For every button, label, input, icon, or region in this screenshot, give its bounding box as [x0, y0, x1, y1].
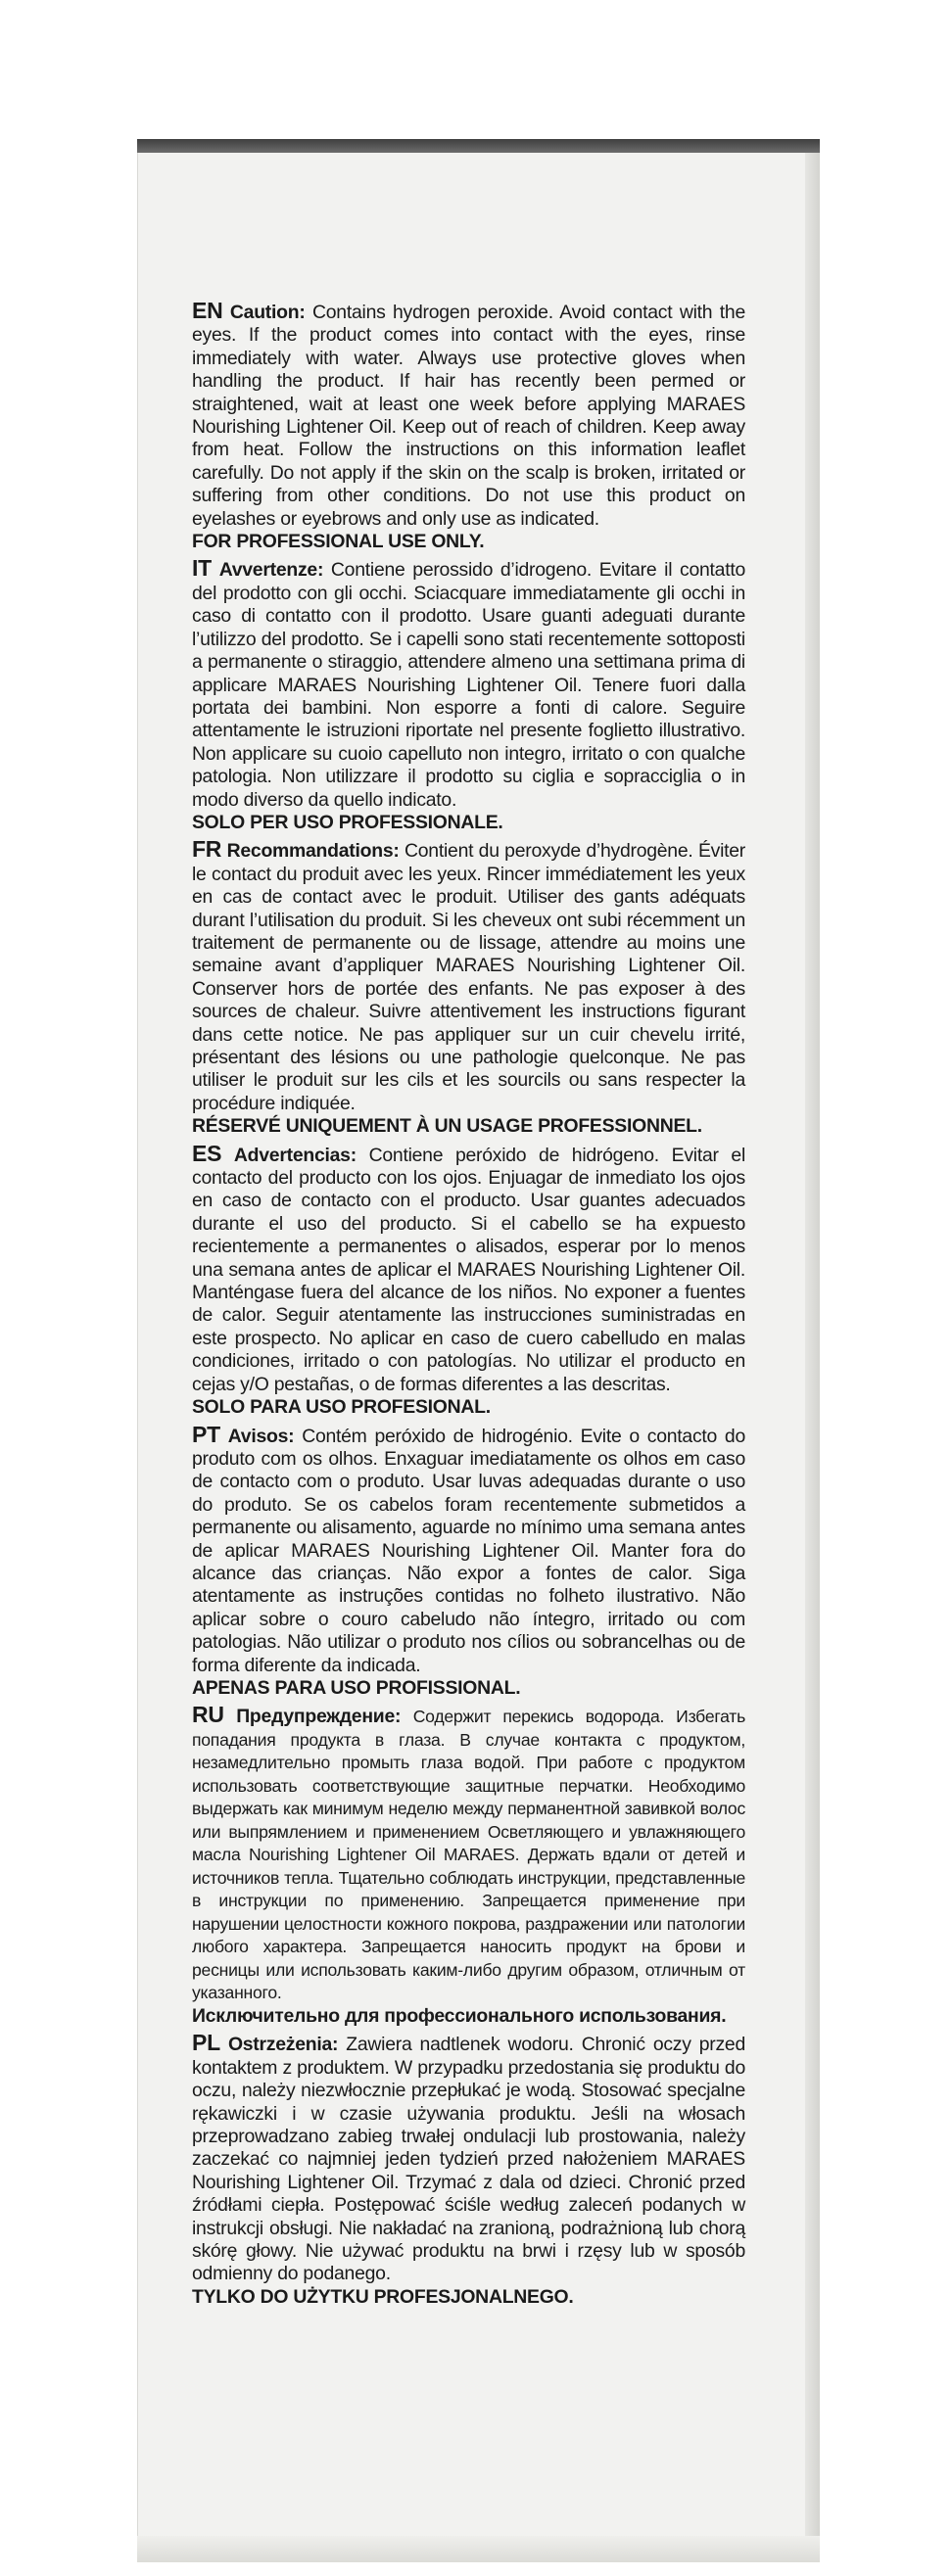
lang-code: ES — [192, 1140, 222, 1166]
section-body: Содержит перекись водорода. Избегать попадания продукта в глаза. В случае контакта с продуктом, незамедлительно промыть глаза водой. При работе с продуктом использовать соответствующие защитные перчатки. Необходимо выдержать как минимум неделю между перманентной завивкой волос или выпрямлением и применением Осветляющего и увлажняющего масла Nourishing Lightener Oil MARAES. Держать вдали от детей и источников тепла. Тщательно соблюдать инструкции, представленные в инструкции по применению. Запрещается применение при нарушении целостности кожного покрова, раздражении или патологии любого характера. Запрещается наносить продукт на брови и ресницы или использовать каким-либо другим образом, отличным от указанного. — [192, 1707, 746, 2003]
section-es — [192, 1140, 746, 1420]
box-side-edge — [805, 153, 820, 2562]
section-it — [192, 557, 745, 834]
warning-text-block — [192, 300, 745, 2313]
professional-use-note: FOR PROFESSIONAL USE ONLY. — [192, 531, 485, 553]
section-pl — [192, 2032, 745, 2309]
professional-use-note: SOLO PER USO PROFESSIONALE. — [192, 811, 503, 833]
lang-code: RU — [192, 1702, 224, 1728]
section-heading: Ostrzeżenia: — [227, 2034, 339, 2056]
section-heading: Caution: — [229, 302, 306, 323]
professional-use-note: RÉSERVÉ UNIQUEMENT À UN USAGE PROFESSIONNEL. — [192, 1115, 702, 1138]
section-body: Zawiera nadtlenek wodoru. Chronić oczy przed kontaktem z produktem. W przypadku przedostania się produktu do oczu, należy niezwłocznie przepłukać je wodą. Stosować specjalne rękawiczki i w czasie używania produktu. Jeśli na włosach przeprowadzano zabieg trwałej ondulacji lub prostowania, należy zaczekać co najmniej jeden tydzień przed nałożeniem MARAES Nourishing Lightener Oil. Trzymać z dala od dzieci. Chronić przed źródłami ciepła. Postępować ściśle według zaleceń podanych w instrukcji obsługi. Nie nakładać na zranioną, podrażnioną lub chorą skórę głowy. Nie używać produktu na brwi i rzęsy lub w sposób odmienny do podanego. — [192, 2034, 745, 2285]
section-heading: Recommandations: — [226, 840, 400, 863]
section-en — [192, 300, 745, 553]
box-top-edge — [137, 139, 820, 153]
lang-code: EN — [192, 298, 223, 323]
section-heading: Avvertenze: — [218, 559, 324, 582]
professional-use-note: Исключительно для профессионального использования. — [192, 2004, 727, 2027]
section-heading: Advertencias: — [233, 1144, 357, 1166]
section-pt — [192, 1421, 745, 1701]
box-bottom-edge — [137, 2536, 820, 2562]
section-body: Contains hydrogen peroxide. Avoid contact with the eyes. If the product comes into contact with the eyes, rinse immediately with water. Always use protective gloves when handling the product. If hair has recently been permed or straightened, wait at least one week before applying MARAES Nourishing Lightener Oil. Keep out of reach of children. Keep away from heat. Follow the instructions on this information leaflet carefully. Do not apply if the skin on the scalp is broken, irritated or suffering from other conditions. Do not use this product on eyelashes or eyebrows and only use as indicated. — [192, 302, 745, 530]
lang-code: PL — [192, 2030, 220, 2056]
section-ru — [192, 1704, 745, 2028]
lang-code: IT — [192, 555, 212, 582]
section-body: Contient du peroxyde d’hydrogène. Éviter le contact du produit avec les yeux. Rincer immédiatement les yeux en cas de contact avec le produit. Utiliser des gants adéquats durant l’utilisation du produit. Si les cheveux ont subi récemment un traitement de permanente ou de lissage, attendre au moins une semaine avant d’appliquer MARAES Nourishing Lightener Oil. Conserver hors de portée des enfants. Ne pas exposer à des sources de chaleur. Suivre attentivement les instructions figurant dans cette notice. Ne pas appliquer sur un cuir chevelu irrité, présentant des lésions ou une pathologie quelconque. Ne pas utiliser le produit sur les cils et les sourcils ou sans respecter la procédure indiquée. — [192, 840, 746, 1114]
section-body: Contém peróxido de hidrogénio. Evite o contacto do produto com os olhos. Enxaguar imediatamente os olhos em caso de contacto com o produto. Usar luvas adequadas durante o uso do produto. Se os cabelos foram recentemente submetidos a permanente ou alisamento, aguarde no mínimo uma semana antes de aplicar MARAES Nourishing Lightener Oil. Manter fora do alcance das crianças. Não expor a fontes de calor. Siga atentamente as instruções contidas no folheto ilustrativo. Não aplicar sobre o couro cabeludo não íntegro, irritado ou com patologias. Não utilizar o produto nos cílios ou sobrancelhas ou de forma diferente da indicada. — [192, 1425, 745, 1676]
section-heading: Avisos: — [227, 1425, 295, 1447]
lang-code: PT — [192, 1421, 220, 1447]
section-body: Contiene perossido d’idrogeno. Evitare il contatto del prodotto con gli occhi. Sciacquare immediatamente gli occhi in caso di contatto con il prodotto. Usare guanti adeguati durante l’utilizzo del prodotto. Se i capelli sono stati recentemente sottoposti a permanente o stiraggio, attendere almeno una settimana prima di applicare MARAES Nourishing Lightener Oil. Tenere fuori dalla portata dei bambini. Non esporre a fonti di calore. Seguire attentamente le istruzioni riportate nel presente foglietto illustrativo. Non applicare su cuoio capelluto non integro, irritato o con qualche patologia. Non utilizzare il prodotto su ciglia e sopracciglia o in modo diverso da quello indicato. — [192, 559, 745, 811]
professional-use-note: TYLKO DO UŻYTKU PROFESJONALNEGO. — [192, 2285, 574, 2308]
lang-code: FR — [192, 836, 222, 863]
professional-use-note: APENAS PARA USO PROFISSIONAL. — [192, 1676, 521, 1699]
section-body: Contiene peróxido de hidrógeno. Evitar el contacto del producto con los ojos. Enjuagar de inmediato los ojos en caso de contacto con el producto. Usar guantes adecuados durante el uso del producto. Si el cabello se ha expuesto recientemente a permanentes o alisados, esperar por lo menos una semana antes de aplicar el MARAES Nourishing Lightener Oil. Manténgase fuera del alcance de los niños. No exponer a fuentes de calor. Seguir atentamente las instrucciones suministradas en este prospecto. No aplicar en caso de cuero cabelludo en malas condiciones, irritado o con patologías. No utilizar el producto en cejas y/O pestañas, o de formas diferentes a las descritas. — [192, 1144, 746, 1395]
section-fr — [192, 838, 745, 1138]
section-heading: Предупреждение: — [236, 1706, 402, 1728]
professional-use-note: SOLO PARA USO PROFESIONAL. — [192, 1396, 491, 1419]
